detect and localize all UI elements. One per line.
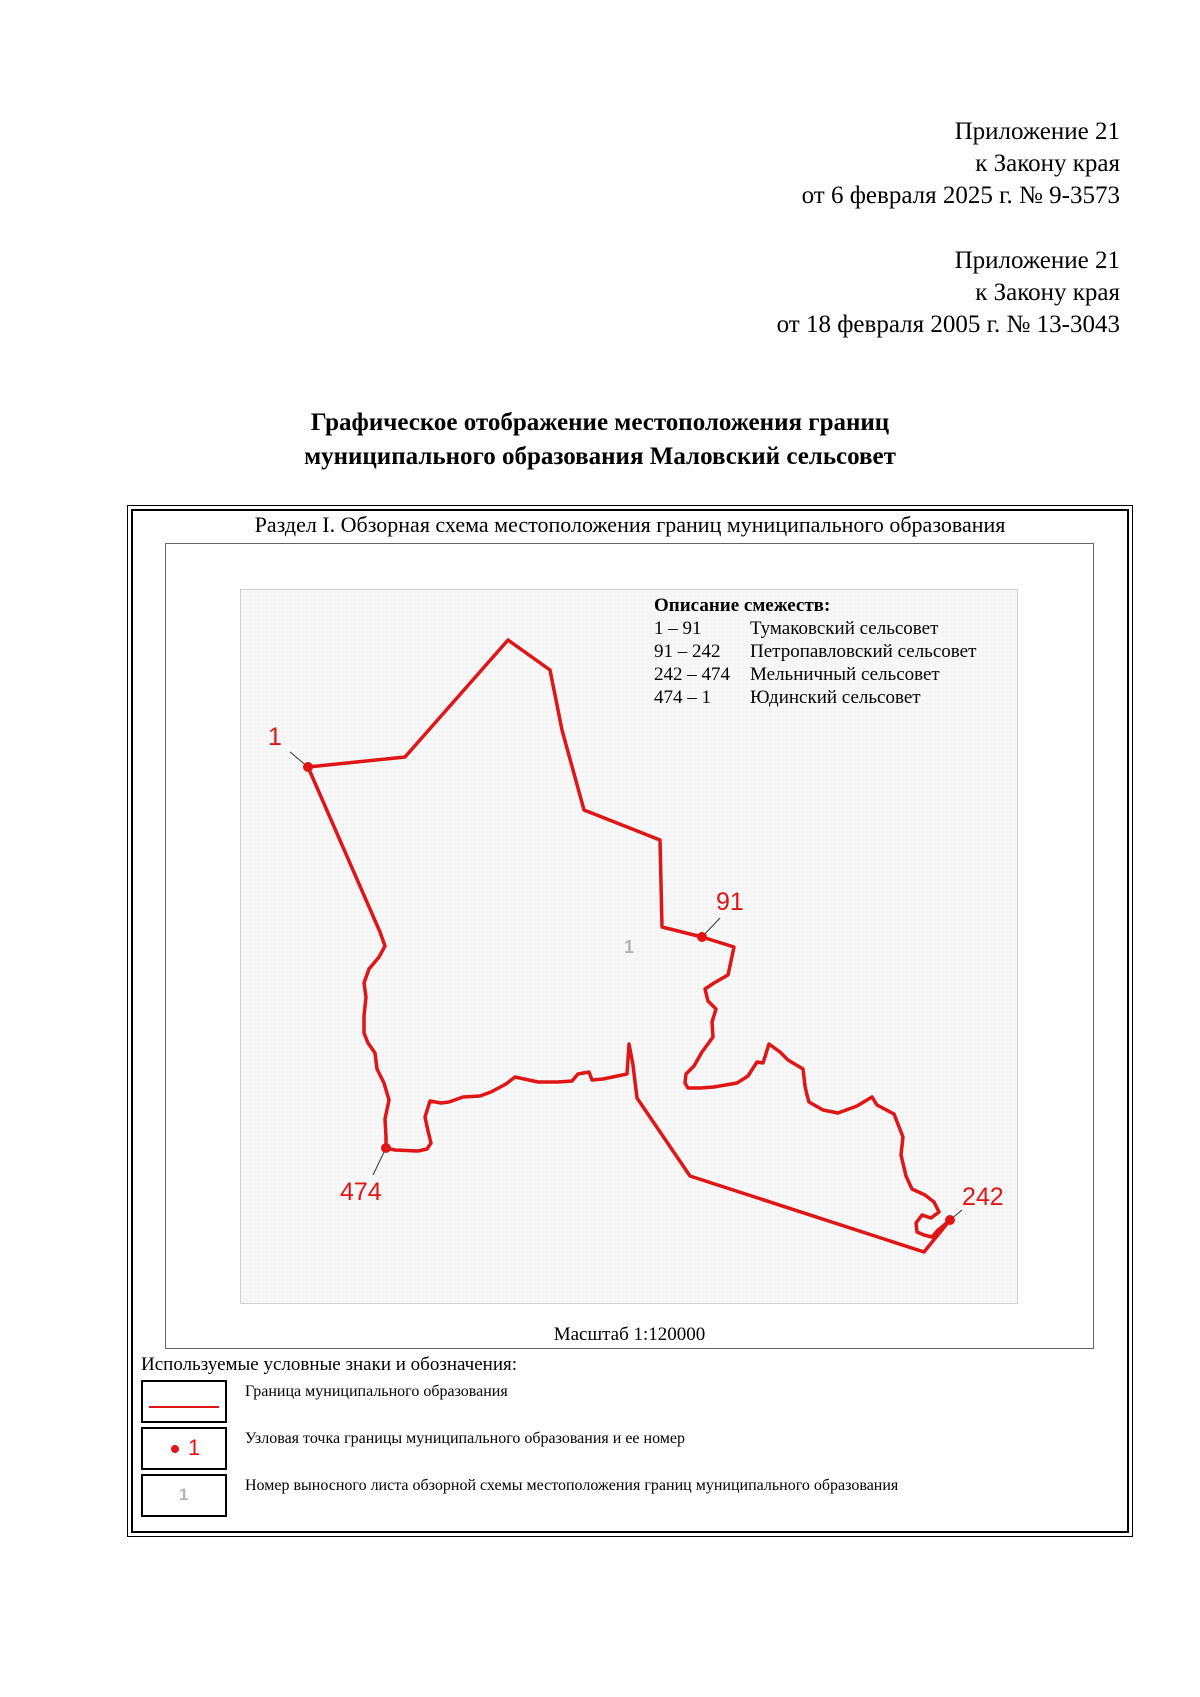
title-line-2: муниципального образования Маловский сельсовет [304,443,896,470]
node-point [381,1143,391,1153]
appendix-law: к Закону края [975,279,1120,306]
adjacency-range: 242 – 474 [654,664,730,685]
adjacency-range: 474 – 1 [654,687,711,708]
adjacency-neighbor: Тумаковский сельсовет [750,618,939,639]
title-line-1: Графическое отображение местоположения границ [310,409,890,436]
node-point-icon [171,1445,179,1453]
adjacency-range: 91 – 242 [654,641,721,662]
legend-node-text: Узловая точка границы муниципального образования и ее номер [245,1430,686,1447]
node-point [303,762,313,772]
legend-boundary-text: Граница муниципального образования [245,1383,508,1400]
sheet-number: 1 [623,937,635,957]
appendix-number: Приложение 21 [954,247,1120,274]
map-scale: Масштаб 1:120000 [553,1324,706,1345]
legend-sheet-sample [141,1474,227,1517]
appendix-date: от 18 февраля 2005 г. № 13-3043 [776,311,1120,338]
node-label: 91 [716,888,744,916]
legend-sheet-text: Номер выносного листа обзорной схемы местоположения границ муниципального образования [245,1477,899,1494]
node-point [697,932,707,942]
legend-boundary-sample [141,1380,227,1423]
boundary-node [945,1183,1004,1225]
appendix-number: Приложение 21 [954,118,1120,145]
adjacency-neighbor: Мельничный сельсовет [750,664,940,685]
adjacency-neighbor: Петропавловский сельсовет [750,641,977,662]
node-label: 1 [268,723,282,751]
legend-title: Используемые условные знаки и обозначения: [141,1354,518,1375]
boundary-line-icon [149,1406,219,1408]
legend-node-sample [141,1427,227,1470]
boundary-node [268,723,313,772]
adjacency-range: 1 – 91 [654,618,702,639]
boundary-node [340,1143,391,1206]
node-point [945,1215,955,1225]
node-label: 242 [962,1183,1004,1211]
node-label: 474 [340,1178,382,1206]
adjacency-title: Описание смежеств: [654,595,831,616]
section-title: Раздел I. Обзорная схема местоположения границ муниципального образования [254,512,1006,537]
appendix-date: от 6 февраля 2025 г. № 9-3573 [801,182,1120,209]
adjacency-neighbor: Юдинский сельсовет [750,687,921,708]
node-number-sample: 1 [188,1435,201,1460]
boundary-node [697,888,744,942]
sheet-number-sample: 1 [179,1485,189,1504]
appendix-law: к Закону края [975,150,1120,177]
